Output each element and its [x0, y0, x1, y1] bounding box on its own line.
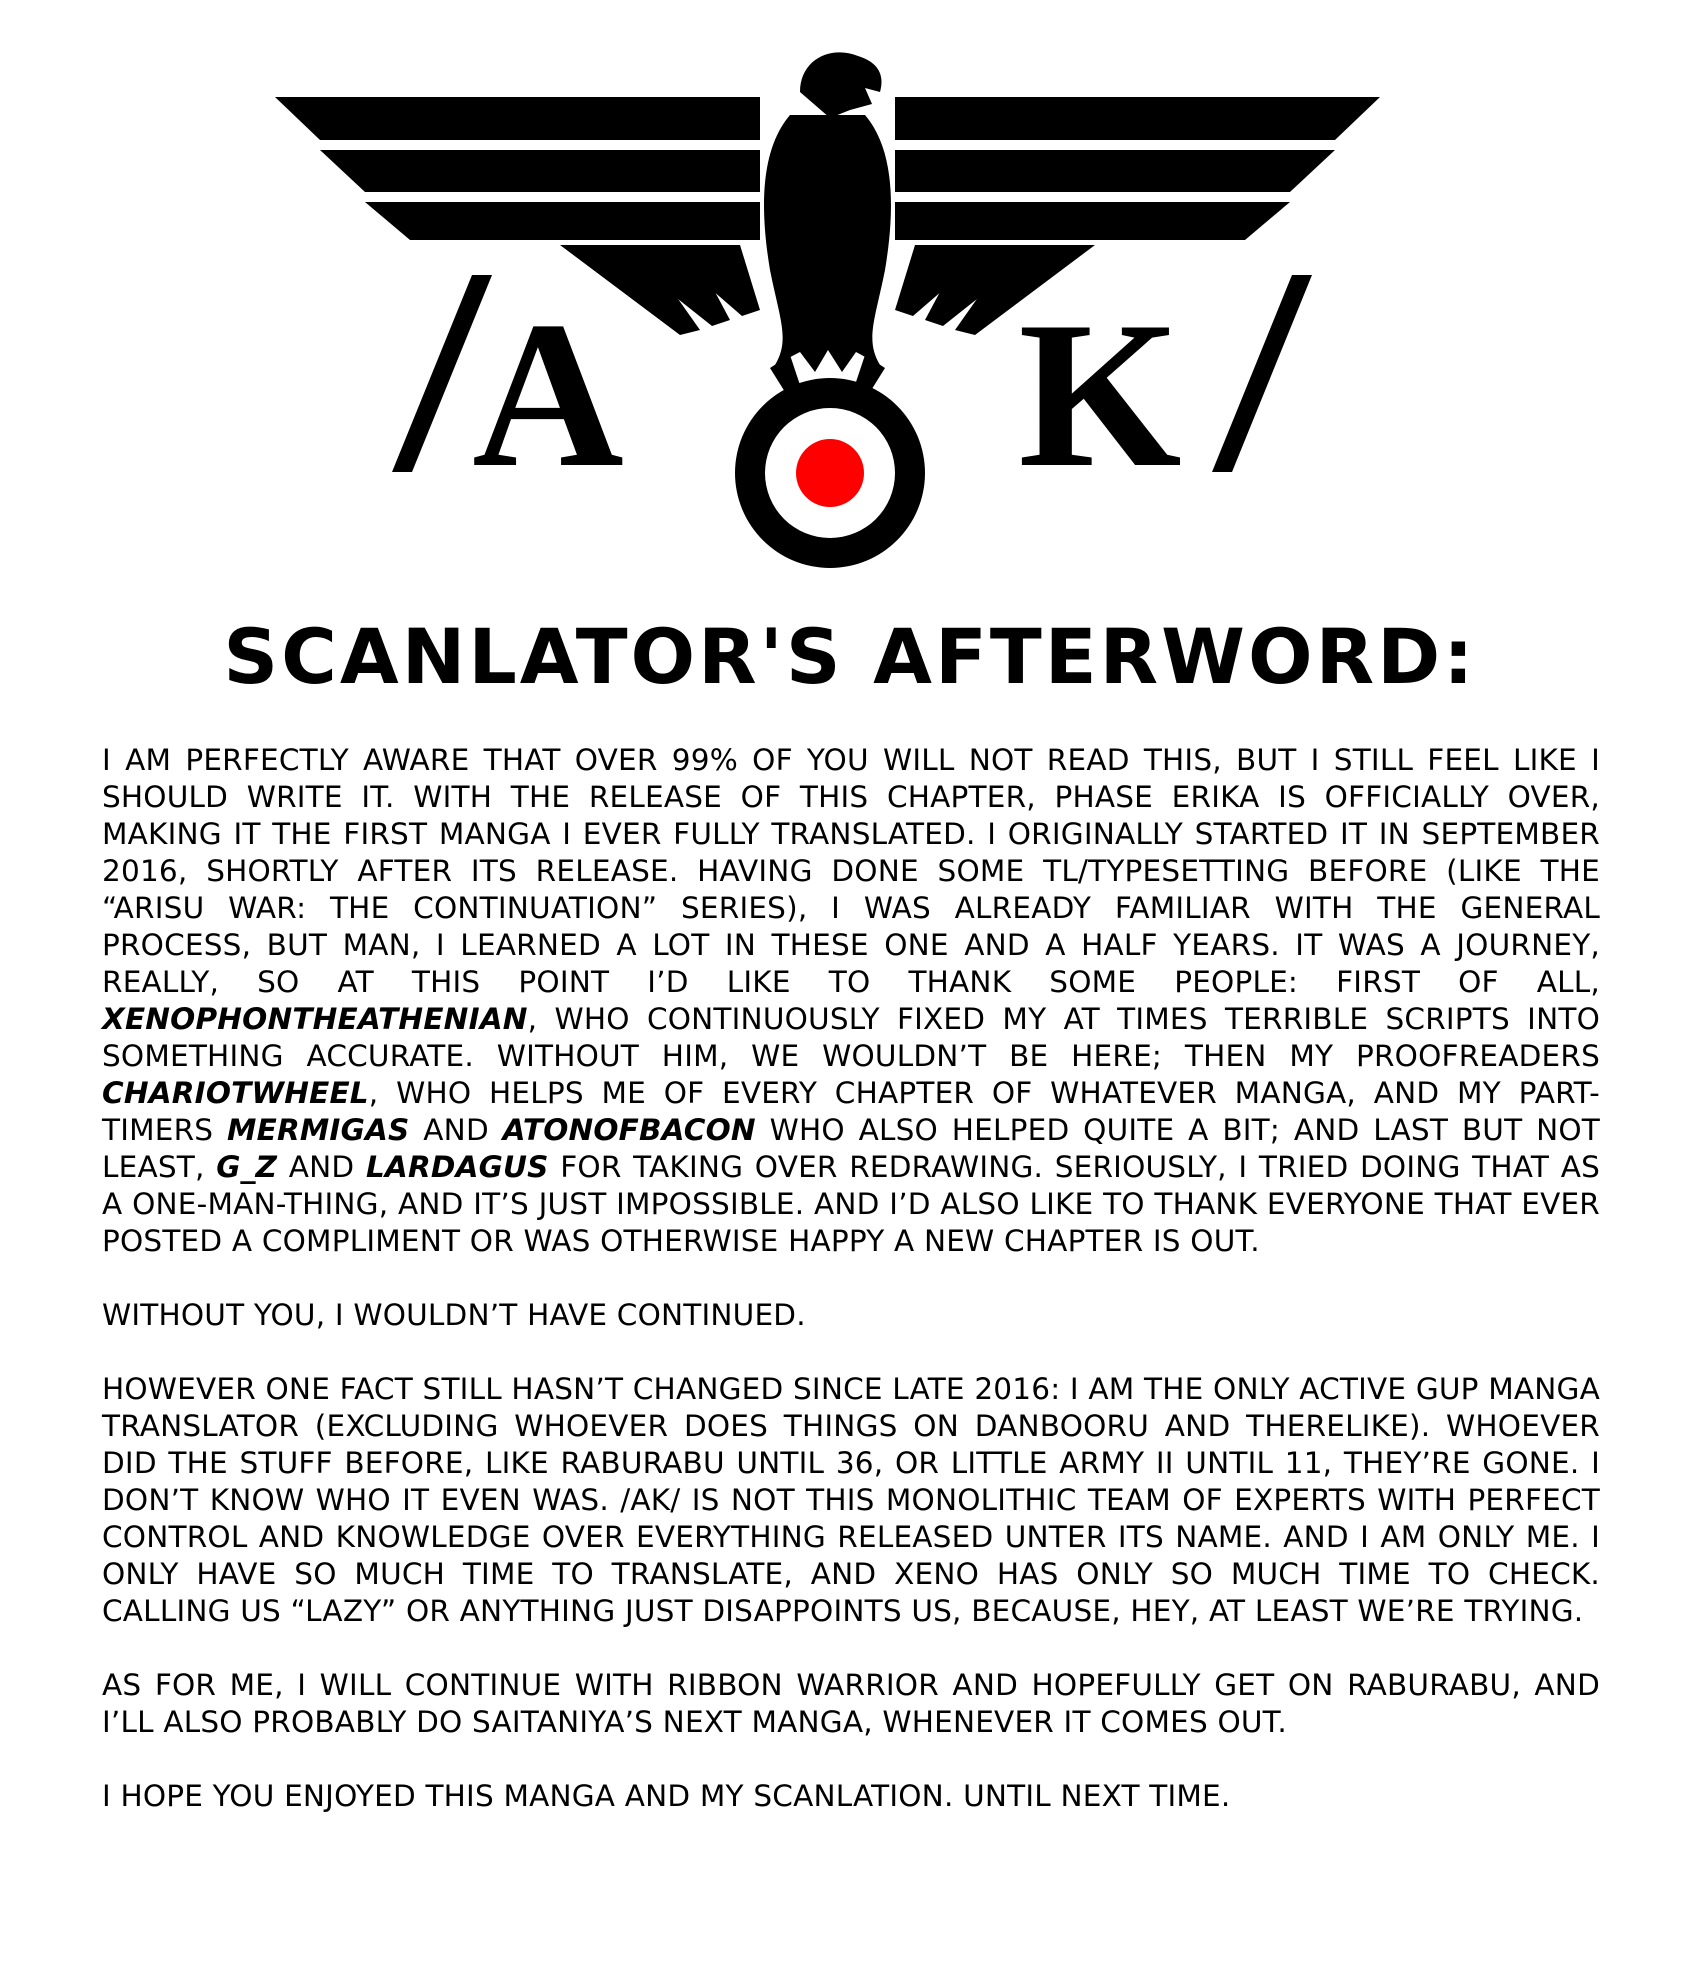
credited-name: XENOPHONTHEATHENIAN: [102, 1002, 528, 1036]
logo-letter-a: A: [472, 279, 624, 511]
paragraph-text: I AM PERFECTLY AWARE THAT OVER 99% OF YOU WILL NOT READ THIS, BUT I STILL FEEL LIKE I SHOULD WRITE IT. WITH THE RELEASE OF THIS CHAPTER, PHASE ERIKA IS OFFICIALLY OVER, MAKING IT THE FIRST MANGA I EVER FULLY TRANSLATED. I ORIGINALLY STARTED IT IN SEPTEMBER 2016, SHORTLY AFTER ITS RELEASE. HAVING DONE SOME TL/TYPESETTING BEFORE (LIKE THE “ARISU WAR: THE CONTINUATION” SERIES), I WAS ALREADY FAMILIAR WITH THE GENERAL PROCESS, BUT MAN, I LEARNED A LOT IN THESE ONE AND A HALF YEARS. IT WAS A JOURNEY, REALLY, SO AT THIS POINT I’D LIKE TO THANK SOME PEOPLE: FIRST OF ALL,: [102, 743, 1600, 999]
paragraph-text: I HOPE YOU ENJOYED THIS MANGA AND MY SCANLATION. UNTIL NEXT TIME.: [102, 1779, 1231, 1813]
ak-eagle-logo: [0, 0, 1700, 590]
paragraph-text: , WHO HELPS ME OF EVERY CHAPTER OF WHATEVER MANGA, AND MY PART-TIMERS: [102, 1076, 1600, 1147]
credited-name: G_Z: [216, 1150, 278, 1184]
paragraph-text: AND: [409, 1113, 503, 1147]
afterword-paragraph: [102, 1667, 1600, 1741]
right-slash: [1212, 275, 1312, 472]
paragraph-text: WHO ALSO HELPED QUITE A BIT; AND LAST BUT NOT LEAST,: [102, 1113, 1600, 1184]
paragraph-text: HOWEVER ONE FACT STILL HASN’T CHANGED SINCE LATE 2016: I AM THE ONLY ACTIVE GUP MANGA TRANSLATOR (EXCLUDING WHOEVER DOES THINGS ON DANBOORU AND THERELIKE). WHOEVER DID THE STUFF BEFORE, LIKE RABURABU UNTIL 36, OR LITTLE ARMY II UNTIL 11, THEY’RE GONE. I DON’T KNOW WHO IT EVEN WAS. /AK/ IS NOT THIS MONOLITHIC TEAM OF EXPERTS WITH PERFECT CONTROL AND KNOWLEDGE OVER EVERYTHING RELEASED UNTER ITS NAME. AND I AM ONLY ME. I ONLY HAVE SO MUCH TIME TO TRANSLATE, AND XENO HAS ONLY SO MUCH TIME TO CHECK. CALLING US “LAZY” OR ANYTHING JUST DISAPPOINTS US, BECAUSE, HEY, AT LEAST WE’RE TRYING.: [102, 1372, 1600, 1628]
paragraph-text: WITHOUT YOU, I WOULDN’T HAVE CONTINUED.: [102, 1298, 806, 1332]
afterword-paragraph: [102, 742, 1600, 1260]
credited-name: MERMIGAS: [227, 1113, 410, 1147]
afterword-paragraph: [102, 1297, 1600, 1334]
paragraph-text: AS FOR ME, I WILL CONTINUE WITH RIBBON WARRIOR AND HOPEFULLY GET ON RABURABU, AND I’LL ALSO PROBABLY DO SAITANIYA’S NEXT MANGA, WHENEVER IT COMES OUT.: [102, 1668, 1600, 1739]
roundel-icon: [735, 378, 925, 568]
paragraph-text: FOR TAKING OVER REDRAWING. SERIOUSLY, I TRIED DOING THAT AS A ONE-MAN-THING, AND IT’S JUST IMPOSSIBLE. AND I’D ALSO LIKE TO THANK EVERYONE THAT EVER POSTED A COMPLIMENT OR WAS OTHERWISE HAPPY A NEW CHAPTER IS OUT.: [102, 1150, 1601, 1258]
paragraph-text: AND: [277, 1150, 366, 1184]
logo-letter-k: K: [1018, 279, 1182, 511]
credited-name: LARDAGUS: [365, 1150, 549, 1184]
eagle-icon: [275, 52, 1380, 392]
afterword-paragraph: [102, 1778, 1600, 1815]
afterword-paragraph: [102, 1371, 1600, 1630]
page-title: SCANLATOR'S AFTERWORD:: [223, 612, 1477, 701]
credited-name: ATONOFBACON: [502, 1113, 756, 1147]
paragraph-text: , WHO CONTINUOUSLY FIXED MY AT TIMES TERRIBLE SCRIPTS INTO SOMETHING ACCURATE. WITHOUT HIM, WE WOULDN’T BE HERE; THEN MY PROOFREADERS: [102, 1002, 1600, 1073]
credited-name: CHARIOTWHEEL: [102, 1076, 369, 1110]
afterword-body: [102, 742, 1600, 1852]
